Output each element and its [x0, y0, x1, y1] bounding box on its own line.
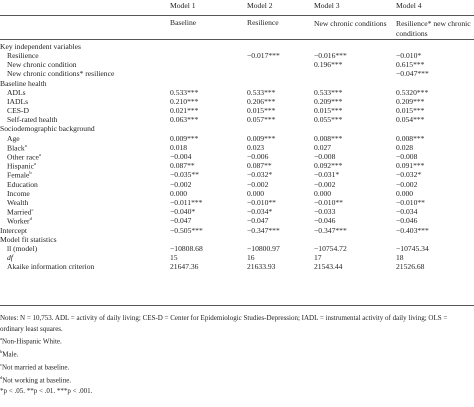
- table-row: [0, 198, 474, 207]
- row-label-text: Sociodemographic background: [0, 124, 95, 134]
- model-4-header: Model 4: [396, 1, 422, 10]
- subhead-1: Baseline: [152, 16, 232, 40]
- row-label: [0, 125, 152, 134]
- note-text: Male.: [2, 350, 19, 359]
- cell-model-1: −0.011***: [170, 197, 203, 207]
- row-label-text: ll (model): [7, 243, 38, 253]
- cell-model-4: 0.209***: [396, 96, 425, 106]
- cell-model-4: 0.615***: [396, 60, 425, 70]
- cell-model-3: 21543.44: [314, 262, 343, 272]
- cell-model-4: −0.002: [396, 179, 418, 189]
- cell-model-1: 0.210***: [170, 96, 199, 106]
- cell-model-2: [232, 70, 312, 79]
- cell-model-1: 21647.36: [170, 262, 199, 272]
- row-label: [0, 226, 152, 235]
- cell-model-1: 0.009***: [170, 133, 199, 143]
- table-row: [0, 161, 474, 170]
- cell-model-4: −0.008: [396, 152, 418, 162]
- cell-model-3: −0.002: [314, 179, 336, 189]
- row-label-text: ADLs: [7, 87, 26, 97]
- row-label: [0, 143, 152, 152]
- row-label: [0, 263, 152, 272]
- cell-model-3: [312, 235, 394, 244]
- cell-model-2: 0.533***: [247, 87, 276, 97]
- table-row: [0, 189, 474, 198]
- cell-model-2: 0.015***: [247, 106, 276, 116]
- row-label: [0, 189, 152, 198]
- table-body: [0, 40, 474, 272]
- cell-model-3: [312, 125, 394, 134]
- cell-model-1: [152, 125, 232, 134]
- row-label-text: New chronic conditions* resilience: [7, 69, 115, 79]
- note-line: [0, 347, 470, 360]
- row-label-text: Education: [7, 179, 38, 189]
- cell-model-2: −10800.97: [247, 243, 280, 253]
- cell-model-1: [152, 40, 232, 52]
- row-label: [0, 161, 152, 170]
- note-text: *p < .05. **p < .01. ***p < .001.: [0, 386, 93, 395]
- cell-model-1: −0.035**: [170, 170, 199, 180]
- cell-model-2: −0.002: [247, 179, 269, 189]
- cell-model-3: −0.016***: [314, 50, 347, 60]
- cell-model-2: −0.032*: [247, 170, 273, 180]
- model-header-row: [0, 0, 474, 16]
- table-row: [0, 60, 474, 69]
- cell-model-4: 0.091***: [396, 161, 425, 171]
- cell-model-4: −0.010*: [396, 50, 422, 60]
- cell-model-2: 0.087**: [247, 161, 272, 171]
- row-label-footnote-marker: d: [29, 216, 32, 222]
- row-label: [0, 134, 152, 143]
- cell-model-1: −0.505***: [170, 225, 203, 235]
- table-row: [0, 116, 474, 125]
- cell-model-3: 0.015***: [314, 106, 343, 116]
- row-label: [0, 235, 152, 244]
- table-row: [0, 235, 474, 244]
- cell-model-1: 0.087**: [170, 161, 195, 171]
- cell-model-4: [394, 235, 474, 244]
- cell-model-4: 0.5320***: [396, 87, 429, 97]
- cell-model-3: 0.027: [314, 142, 332, 152]
- cell-model-2: [232, 125, 312, 134]
- row-label-text: Key independent variables: [0, 41, 81, 51]
- cell-model-2: −0.047: [247, 216, 269, 226]
- table-notes: [0, 313, 470, 396]
- row-label: [0, 79, 152, 88]
- cell-model-2: −0.010**: [247, 197, 276, 207]
- cell-model-4: 0.000: [396, 188, 414, 198]
- note-line: [0, 334, 470, 347]
- cell-model-3: [312, 40, 394, 52]
- note-line: [0, 360, 470, 373]
- row-label-text: Married: [7, 207, 32, 217]
- row-label-text: IADLs: [7, 96, 29, 106]
- header-blank: [0, 0, 152, 16]
- table-row: [0, 79, 474, 88]
- cell-model-2: −0.034*: [247, 207, 273, 217]
- cell-model-4: [394, 125, 474, 134]
- note-text: Non-Hispanic White.: [2, 337, 62, 346]
- table-row: [0, 125, 474, 134]
- row-label-text: Worker: [7, 216, 30, 226]
- cell-model-2: −0.347***: [247, 225, 280, 235]
- model-3-header: Model 3: [314, 1, 340, 10]
- cell-model-3: −0.008: [314, 152, 336, 162]
- row-label-text: Black: [7, 143, 25, 153]
- cell-model-1: −0.002: [170, 179, 192, 189]
- cell-model-3: [312, 79, 394, 88]
- row-label-footnote-marker: c: [31, 206, 34, 212]
- row-label-text: Age: [7, 133, 20, 143]
- row-label-text: Baseline health: [0, 78, 47, 88]
- row-label: [0, 207, 152, 216]
- cell-model-1: 0.063***: [170, 115, 199, 125]
- subhead-3: New chronic conditions: [312, 16, 394, 40]
- note-text: Not working at baseline.: [2, 376, 72, 385]
- cell-model-4: 0.008***: [396, 133, 425, 143]
- table-row: [0, 253, 474, 262]
- row-label: [0, 51, 152, 60]
- row-label-text: CES-D: [7, 106, 29, 116]
- row-label-text: df: [7, 253, 13, 263]
- cell-model-1: −0.040*: [170, 207, 196, 217]
- cell-model-1: 0.000: [170, 188, 188, 198]
- cell-model-1: −0.004: [170, 152, 192, 162]
- cell-model-3: 0.196***: [314, 60, 343, 70]
- cell-model-4: −0.034: [396, 207, 418, 217]
- row-label: [0, 198, 152, 207]
- cell-model-2: [232, 40, 312, 52]
- cell-model-3: −0.031*: [314, 170, 340, 180]
- row-label: [0, 116, 152, 125]
- note-text: Not married at baseline.: [2, 363, 70, 372]
- model-1-header: Model 1: [170, 1, 196, 10]
- table-row: [0, 97, 474, 106]
- note-footnote-marker: a: [0, 336, 2, 342]
- cell-model-2: 16: [247, 253, 255, 263]
- cell-model-2: [232, 60, 312, 69]
- row-label-text: Wealth: [7, 197, 29, 207]
- cell-model-4: [394, 40, 474, 52]
- row-label: [0, 171, 152, 180]
- table-row: [0, 217, 474, 226]
- cell-model-1: [152, 70, 232, 79]
- cell-model-1: 15: [170, 253, 178, 263]
- subhead-row: [0, 16, 474, 40]
- cell-model-4: −0.047***: [396, 69, 429, 79]
- table-row: [0, 171, 474, 180]
- note-footnote-marker: b: [0, 349, 3, 355]
- subhead-4: Resilience* new chronic conditions: [394, 16, 474, 40]
- cell-model-3: 17: [314, 253, 322, 263]
- cell-model-2: 0.009***: [247, 133, 276, 143]
- cell-model-3: 0.209***: [314, 96, 343, 106]
- cell-model-3: −0.010**: [314, 197, 343, 207]
- cell-model-2: 0.057***: [247, 115, 276, 125]
- row-label: [0, 70, 152, 79]
- cell-model-3: −0.347***: [314, 225, 347, 235]
- cell-model-1: −0.047: [170, 216, 192, 226]
- cell-model-1: 0.533***: [170, 87, 199, 97]
- row-label-text: Other race: [7, 152, 39, 162]
- cell-model-4: 18: [396, 253, 404, 263]
- row-label-text: Model fit statistics: [0, 234, 57, 244]
- cell-model-2: −0.006: [247, 152, 269, 162]
- table-row: [0, 207, 474, 216]
- table-row: [0, 152, 474, 161]
- cell-model-1: 0.021***: [170, 106, 199, 116]
- cell-model-2: 0.206***: [247, 96, 276, 106]
- subhead-2: Resilience: [232, 16, 312, 40]
- cell-model-3: [312, 70, 394, 79]
- cell-model-1: [152, 60, 232, 69]
- row-label-text: New chronic condition: [7, 60, 77, 70]
- cell-model-3: 0.055***: [314, 115, 343, 125]
- row-label: [0, 88, 152, 97]
- cell-model-4: −10745.34: [396, 243, 429, 253]
- table-row: [0, 143, 474, 152]
- cell-model-3: 0.000: [314, 188, 332, 198]
- cell-model-4: 0.028: [396, 142, 414, 152]
- cell-model-4: −0.010**: [396, 197, 425, 207]
- table-row: [0, 134, 474, 143]
- cell-model-3: 0.092***: [314, 161, 343, 171]
- table-row: [0, 180, 474, 189]
- table-row: [0, 70, 474, 79]
- row-label: [0, 60, 152, 69]
- cell-model-3: 0.533***: [314, 87, 343, 97]
- cell-model-4: [394, 79, 474, 88]
- cell-model-3: 0.008***: [314, 133, 343, 143]
- cell-model-3: −0.046: [314, 216, 336, 226]
- row-label: [0, 244, 152, 253]
- note-text: Notes: N = 10,753. ADL = activity of daily living; CES-D = Center for Epidemiologic Studies-Depression; IADL = instrumental activity of daily living; OLS = ordinary least squares.: [0, 314, 448, 333]
- cell-model-2: [232, 79, 312, 88]
- row-label: [0, 106, 152, 115]
- table-row: [0, 244, 474, 253]
- cell-model-2: −0.017***: [247, 50, 280, 60]
- model-2-header: Model 2: [247, 1, 273, 10]
- row-label: [0, 217, 152, 226]
- row-label-footnote-marker: b: [29, 170, 32, 176]
- cell-model-4: −0.046: [396, 216, 418, 226]
- cell-model-1: 0.018: [170, 142, 188, 152]
- row-label-text: Female: [7, 170, 30, 180]
- cell-model-1: [152, 235, 232, 244]
- row-label: [0, 253, 152, 262]
- cell-model-1: −10808.68: [170, 243, 203, 253]
- note-line: [0, 313, 470, 334]
- row-label-text: Akaike information criterion: [7, 262, 95, 272]
- table-row: [0, 40, 474, 52]
- cell-model-2: 0.023: [247, 142, 265, 152]
- row-label-text: Hispanic: [7, 161, 34, 171]
- row-label-text: Self-rated health: [7, 115, 58, 125]
- row-label-footnote-marker: a: [38, 151, 41, 157]
- note-footnote-marker: d: [0, 374, 3, 380]
- row-label: [0, 152, 152, 161]
- row-label-text: Resilience: [7, 50, 39, 60]
- table-bottom-rule: [0, 305, 474, 306]
- row-label: [0, 180, 152, 189]
- cell-model-4: −0.032*: [396, 170, 422, 180]
- note-line: [0, 386, 470, 397]
- row-label-text: Income: [7, 188, 30, 198]
- table-row: [0, 263, 474, 272]
- row-label-footnote-marker: a: [24, 142, 27, 148]
- cell-model-4: −0.403***: [396, 225, 429, 235]
- cell-model-1: [152, 79, 232, 88]
- cell-model-4: 21526.68: [396, 262, 425, 272]
- cell-model-2: 0.000: [247, 188, 265, 198]
- table-row: [0, 88, 474, 97]
- row-label-footnote-marker: a: [34, 160, 36, 166]
- table-row: [0, 51, 474, 60]
- note-line: [0, 373, 470, 386]
- cell-model-3: −10754.72: [314, 243, 347, 253]
- cell-model-3: −0.033: [314, 207, 336, 217]
- cell-model-1: [152, 51, 232, 60]
- note-footnote-marker: c: [0, 362, 2, 368]
- cell-model-4: 0.054***: [396, 115, 425, 125]
- cell-model-4: 0.015***: [396, 106, 425, 116]
- cell-model-2: [232, 235, 312, 244]
- row-label: [0, 97, 152, 106]
- row-label-text: Intercept: [0, 225, 27, 235]
- table-row: [0, 226, 474, 235]
- cell-model-2: 21633.93: [247, 262, 276, 272]
- table-row: [0, 106, 474, 115]
- row-label: [0, 40, 152, 52]
